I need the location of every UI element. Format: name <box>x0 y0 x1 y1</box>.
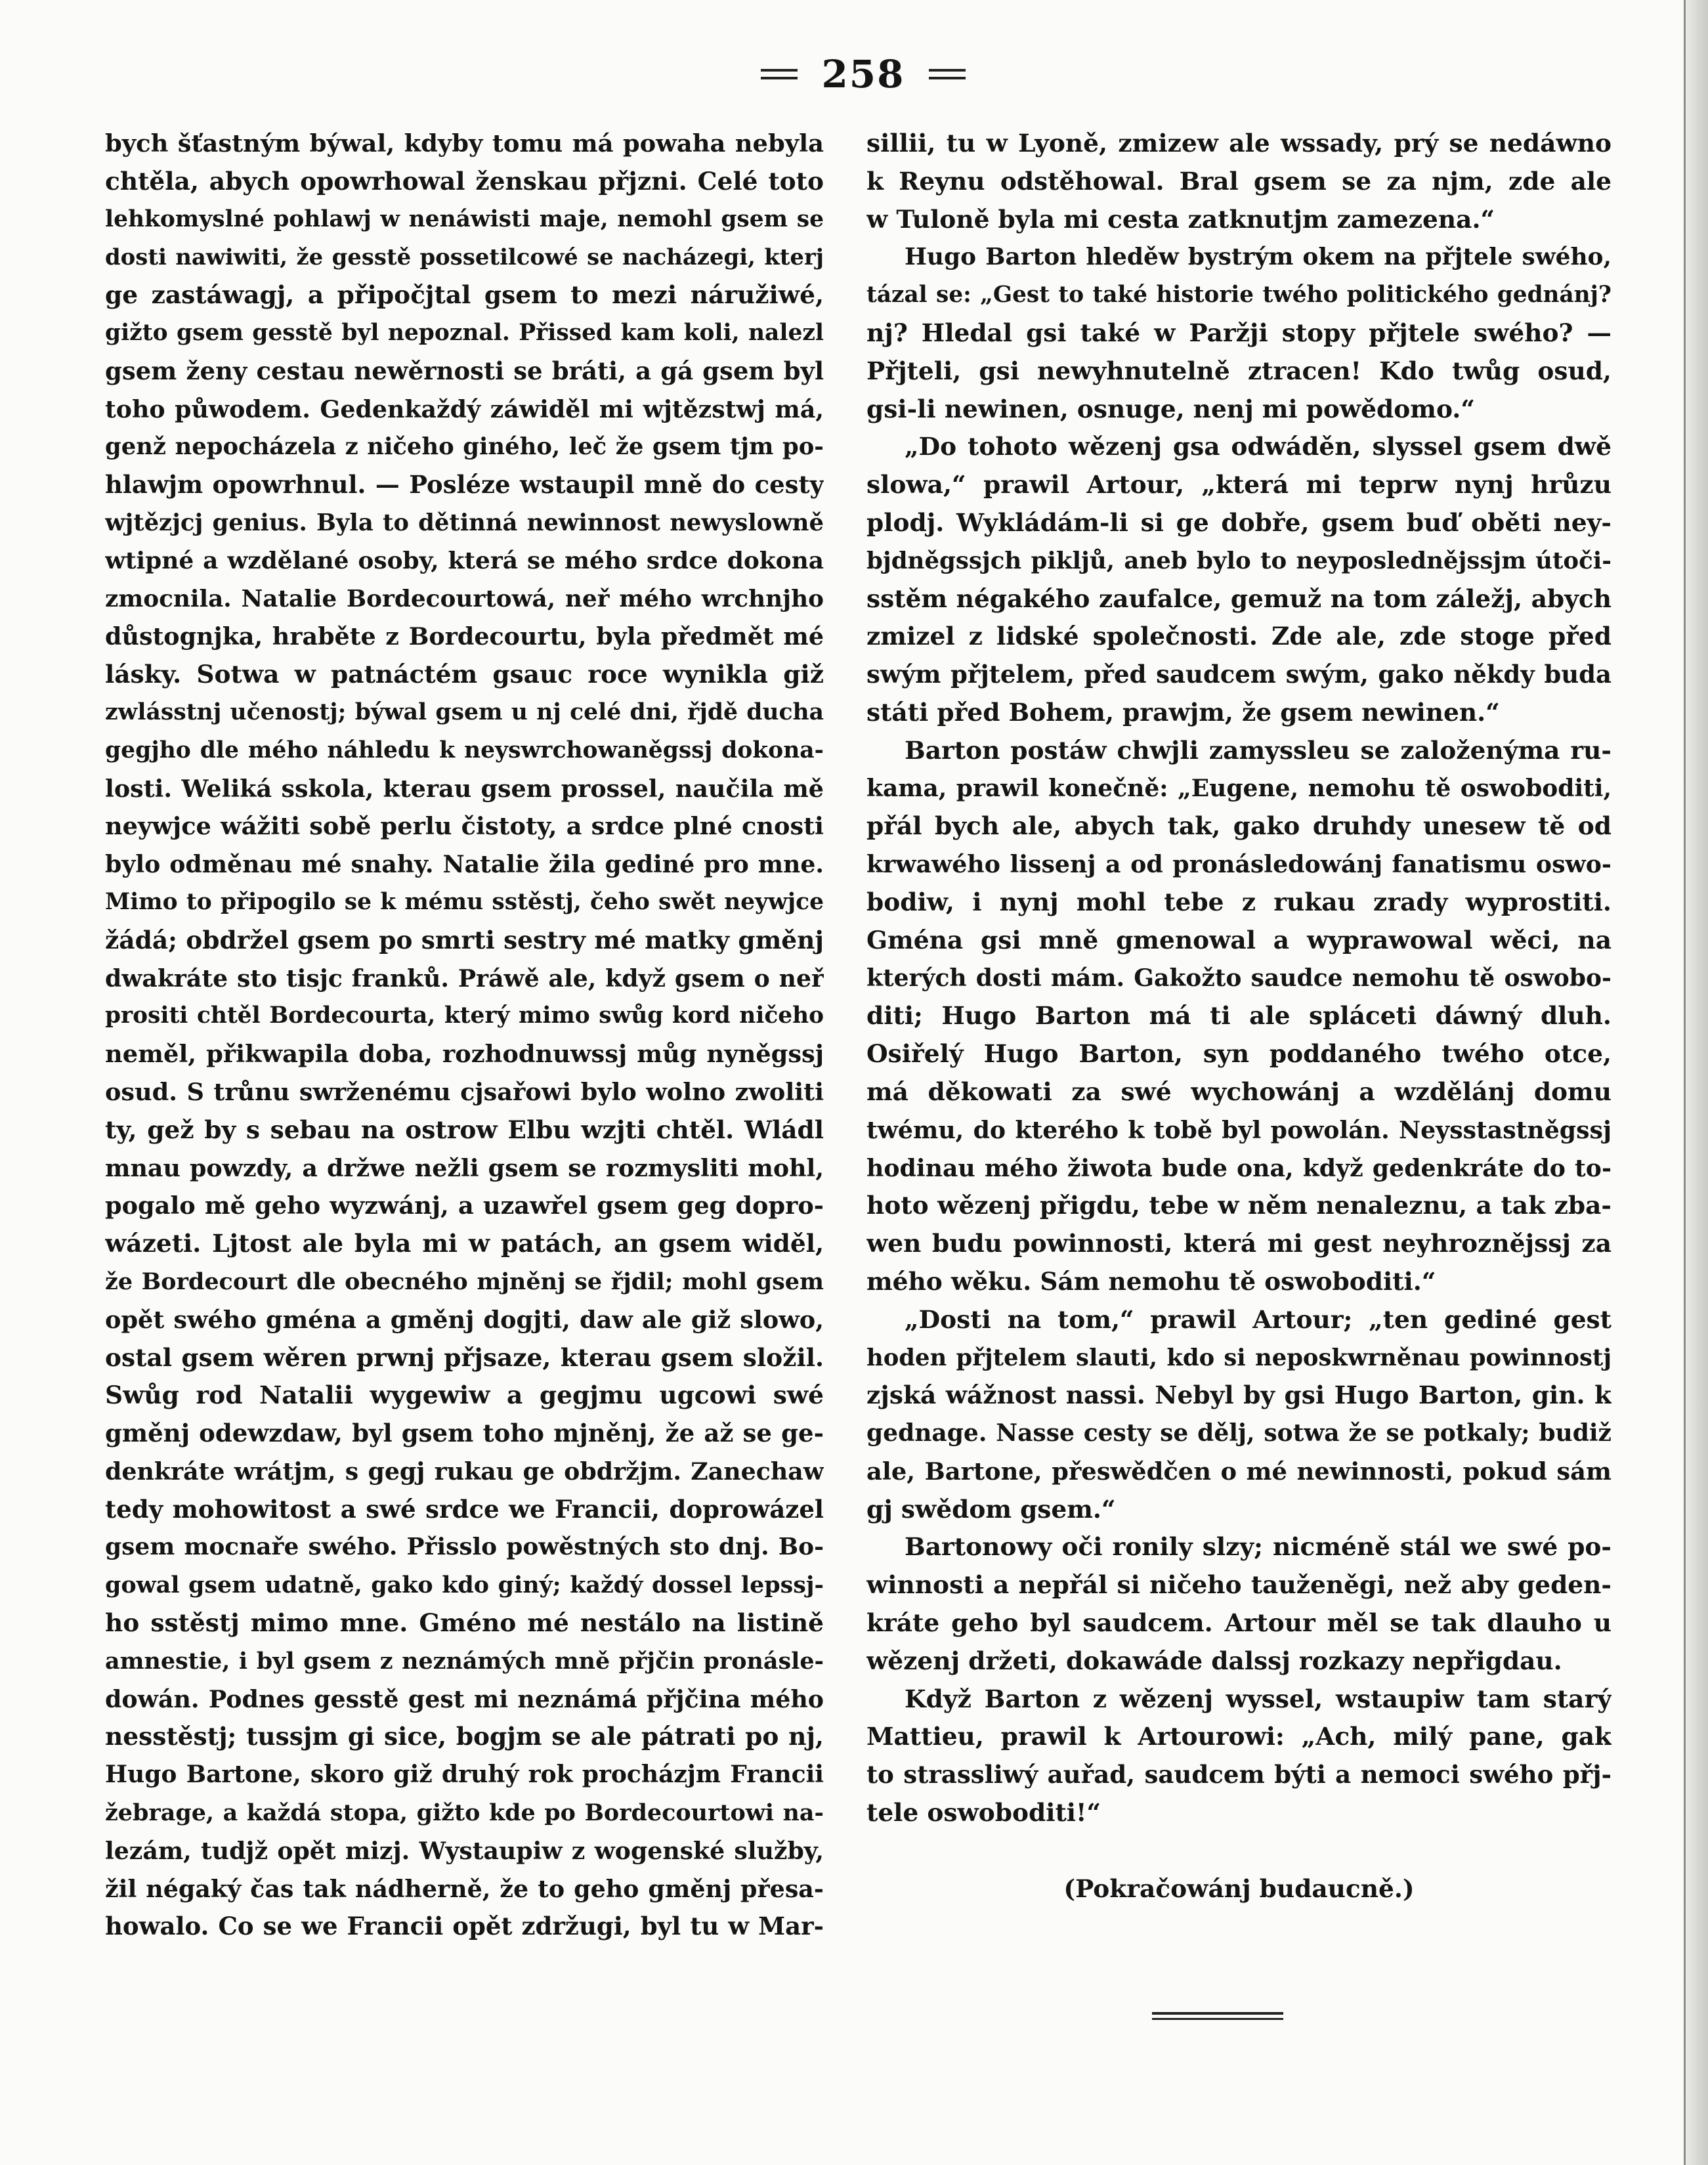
text-line: swým přjtelem, před saudcem swým, gako někdy buda <box>866 660 1612 689</box>
text-line: bych šťastným býwal, kdyby tomu má powaha nebyla <box>105 129 824 158</box>
left-column <box>105 125 824 1946</box>
text-line: hoto wězenj přigdu, tebe w něm nenaleznu, a tak zba- <box>866 1191 1612 1220</box>
text-line: wen budu powinnosti, která mi gest neyhroznějssj za <box>866 1229 1612 1258</box>
text-line: mnau powzdy, a držwe nežli gsem se rozmysliti mohl, <box>105 1153 824 1182</box>
text-line: Bartonowy oči ronily slzy; nicméně stál we swé po- <box>905 1532 1612 1562</box>
text-line: Barton postáw chwjli zamyssleu se založenýma ru- <box>905 735 1612 765</box>
text-line: gednage. Nasse cesty se dělj, sotwa že se potkaly; budiž <box>866 1419 1612 1447</box>
text-line: Osiřelý Hugo Barton, syn poddaného twého otce, <box>866 1039 1612 1069</box>
text-line: amnestie, i byl gsem z neznámých mně přjčin pronásle- <box>105 1647 824 1675</box>
text-line: bylo odměnau mé snahy. Natalie žila gediné pro mne. <box>105 850 824 879</box>
text-line: nesstěstj; tussjm gi sice, bogjm se ale pátrati po nj, <box>105 1722 824 1751</box>
page-number: 258 <box>821 52 905 96</box>
text-line: zwlásstnj učenostj; býwal gsem u nj celé dni, řjdě ducha <box>105 698 824 725</box>
text-line: osud. S trůnu swrženému cjsařowi bylo wolno zwoliti <box>105 1077 824 1106</box>
continuation-note: (Pokračowánj budaucně.) <box>1063 1874 1415 1903</box>
text-line: hoden přjtelem slauti, kdo si neposkwrněnau powinnostj <box>866 1344 1612 1371</box>
header-dash-left <box>761 69 798 79</box>
text-line: zmocnila. Natalie Bordecourtowá, neř mého wrchnjho <box>105 584 824 612</box>
text-line: dosti nawiwiti, že gesstě possetilcowé se nacházegi, kterj <box>105 244 824 270</box>
text-line: neměl, přikwapila doba, rozhodnuwssj můg nyněgssj <box>105 1040 824 1069</box>
text-line: prositi chtěl Bordecourta, který mimo swůg kord ničeho <box>105 1002 824 1029</box>
text-line: ostal gsem wěren prwnj přjsaze, kterau gsem složil. <box>105 1342 824 1372</box>
text-line: plodj. Wykládám-li si ge dobře, gsem buď oběti ney- <box>866 507 1612 537</box>
text-line: Gména gsi mně gmenowal a wyprawowal wěci, na <box>866 925 1612 954</box>
text-line: ty, gež by s sebau na ostrow Elbu wzjti chtěl. Wládl <box>105 1115 824 1144</box>
text-line: lehkomyslné pohlawj w nenáwisti maje, nemohl gsem se <box>105 205 824 232</box>
text-line: krwawého lissenj a od pronásledowánj fanatismu oswo- <box>866 850 1612 879</box>
header-dash-right <box>929 69 966 79</box>
text-line: wězenj držeti, dokawáde dalssj rozkazy nepřigdau. <box>866 1646 1562 1675</box>
text-line: mého wěku. Sám nemohu tě oswoboditi.“ <box>866 1266 1436 1296</box>
text-line <box>866 1832 1612 1870</box>
text-line: „Do tohoto wězenj gsa odwáděn, slyssel gsem dwě <box>905 432 1612 461</box>
text-line: kterých dosti mám. Gakožto saudce nemohu tě oswobo- <box>866 964 1612 992</box>
text-line: „Dosti na tom,“ prawil Artour; „ten gediné gest <box>905 1304 1612 1334</box>
text-line: že Bordecourt dle obecného mjněnj se řjdil; mohl gsem <box>105 1268 824 1295</box>
text-line: neywjce wážiti sobě perlu čistoty, a srdce plné cnosti <box>105 812 824 841</box>
end-rule <box>1152 2012 1283 2020</box>
text-line: diti; Hugo Barton má ti ale spláceti dáwný dluh. <box>866 1001 1612 1031</box>
text-line: nj? Hledal gsi také w Paržji stopy přjtele swého? — <box>866 318 1612 347</box>
text-line: Mimo to připogilo se k mému sstěstj, čeho swět neywjce <box>105 888 824 915</box>
text-line: toho půwodem. Gedenkaždý záwiděl mi wjtězstwj má, <box>105 395 824 423</box>
text-line: pogalo mě geho wyzwánj, a uzawřel gsem geg dopro- <box>105 1191 824 1220</box>
text-line: tázal se: „Gest to také historie twého politického gednánj? <box>866 282 1612 309</box>
text-line: bodiw, i nynj mohl tebe z rukau zrady wyprostiti. <box>866 887 1612 916</box>
text-line: slowa,“ prawil Artour, „která mi teprw nynj hrůzu <box>866 470 1612 500</box>
text-line: gsem ženy cestau newěrnosti se bráti, a gá gsem byl <box>105 356 824 385</box>
text-line: státi před Bohem, prawjm, že gsem newinen.“ <box>866 697 1500 727</box>
text-line: tele oswoboditi!“ <box>866 1798 1101 1828</box>
text-line: wtipné a wzdělané osoby, která se mého srdce dokona <box>105 546 824 574</box>
text-line: gsem mocnaře swého. Přisslo powěstných sto dnj. Bo- <box>105 1533 824 1561</box>
text-line: howalo. Co se we Francii opět zdržugi, byl tu w Mar- <box>105 1912 824 1941</box>
text-line: chtěla, abych opowrhowal ženskau přjzni. Celé toto <box>105 166 824 196</box>
text-line: gowal gsem udatně, gako kdo giný; každý dossel lepssj- <box>105 1572 824 1599</box>
text-line: má děkowati za swé wychowánj a wzdělánj domu <box>866 1077 1612 1106</box>
text-line: losti. Weliká sskola, kterau gsem prossel, naučila mě <box>105 774 824 803</box>
text-line: žil négaký čas tak nádherně, že to geho gměnj přesa- <box>105 1874 824 1903</box>
text-line: wjtězjcj genius. Byla to dětinná newinnost newyslowně <box>105 509 824 536</box>
page-edge <box>1684 0 1708 2165</box>
text-line: w Tuloně byla mi cesta zatknutjm zamezena.“ <box>866 204 1495 234</box>
text-line: zjská wážnost nassi. Nebyl by gsi Hugo Barton, gin. k <box>866 1381 1612 1410</box>
text-line: dwakráte sto tisjc franků. Práwě ale, když gsem o neř <box>105 964 824 993</box>
text-line: hodinau mého žiwota bude ona, když gedenkráte do to- <box>866 1153 1612 1182</box>
text-line: tedy mohowitost a swé srdce we Francii, doprowázel <box>105 1494 824 1524</box>
text-line: kráte geho byl saudcem. Artour měl se tak dlauho u <box>866 1608 1612 1638</box>
page-header <box>752 51 975 97</box>
text-line: ho sstěstj mimo mne. Gméno mé nestálo na listině <box>105 1608 824 1638</box>
text-line: denkráte wrátjm, s gegj rukau ge obdržjm. Zanechaw <box>105 1457 824 1486</box>
right-column <box>866 125 1612 1908</box>
text-line: sillii, tu w Lyoně, zmizew ale wssady, prý se nedáwno <box>866 129 1612 158</box>
text-line: opět swého gména a gměnj dogjti, daw ale giž slowo, <box>105 1305 824 1334</box>
text-line: Swůg rod Natalii wygewiw a gegjmu ugcowi swé <box>105 1381 824 1410</box>
text-line: wázeti. Ljtost ale byla mi w patách, an gsem widěl, <box>105 1229 824 1258</box>
text-line: kama, prawil konečně: „Eugene, nemohu tě oswoboditi, <box>866 774 1612 802</box>
text-line: winnosti a nepřál si ničeho tauženěgi, než aby geden- <box>866 1570 1612 1600</box>
text-line: přál bych ale, abych tak, gako druhdy unesew tě od <box>866 811 1612 841</box>
text-line: Hugo Bartone, skoro giž druhý rok procházjm Francii <box>105 1761 824 1789</box>
text-line: bjdněgssjch pikljů, aneb bylo to neyposlednějssjm útoči- <box>866 547 1612 574</box>
text-line: gj swědom gsem.“ <box>866 1494 1116 1524</box>
text-line: ale, Bartone, přeswědčen o mé newinnosti, pokud sám <box>866 1456 1612 1486</box>
text-line: důstognjka, hraběte z Bordecourtu, byla předmět mé <box>105 622 824 651</box>
text-line: Když Barton z wězenj wyssel, wstaupiw tam starý <box>905 1684 1612 1713</box>
text-line: Přjteli, gsi newyhnutelně ztracen! Kdo twůg osud, <box>866 356 1612 385</box>
text-line: hlawjm opowrhnul. — Posléze wstaupil mně do cesty <box>105 470 824 500</box>
text-line: twému, do kterého k tobě byl powolán. Neysstastněgssj <box>866 1115 1612 1144</box>
text-line: sstěm négakého zaufalce, gemuž na tom záležj, abych <box>866 584 1612 613</box>
text-line: Mattieu, prawil k Artourowi: „Ach, milý pane, gak <box>866 1722 1612 1751</box>
text-line: dowán. Podnes gesstě gest mi neznámá přjčina mého <box>105 1684 824 1713</box>
text-line: žebrage, a každá stopa, gižto kde po Bordecourtowi na- <box>105 1799 824 1827</box>
text-line: k Reynu odstěhowal. Bral gsem se za njm, zde ale <box>866 166 1612 196</box>
text-line: gměnj odewzdaw, byl gsem toho mjněnj, že až se ge- <box>105 1419 824 1448</box>
text-line: lásky. Sotwa w patnáctém gsauc roce wynikla giž <box>105 660 824 689</box>
text-line: žádá; obdržel gsem po smrti sestry mé matky gměnj <box>105 925 824 954</box>
text-line: genž nepocházela z ničeho giného, leč že gsem tjm po- <box>105 433 824 461</box>
text-line: zmizel z lidské společnosti. Zde ale, zde stoge před <box>866 622 1612 651</box>
text-line: gižto gsem gesstě byl nepoznal. Přissed kam koli, nalezl <box>105 319 824 346</box>
text-line: Hugo Barton hleděw bystrým okem na přjtele swého, <box>905 243 1612 271</box>
text-line: to strassliwý auřad, saudcem býti a nemoci swého přj- <box>866 1760 1612 1790</box>
text-line: gegjho dle mého náhledu k neyswrchowaněgssj dokona- <box>105 737 824 763</box>
text-line: gsi-li newinen, osnuge, nenj mi powědomo.“ <box>866 394 1475 423</box>
text-line: ge zastáwagj, a připočjtal gsem to mezi náružiwé, <box>105 280 824 310</box>
text-line: lezám, tudjž opět mizj. Wystaupiw z wogenské služby, <box>105 1836 824 1865</box>
